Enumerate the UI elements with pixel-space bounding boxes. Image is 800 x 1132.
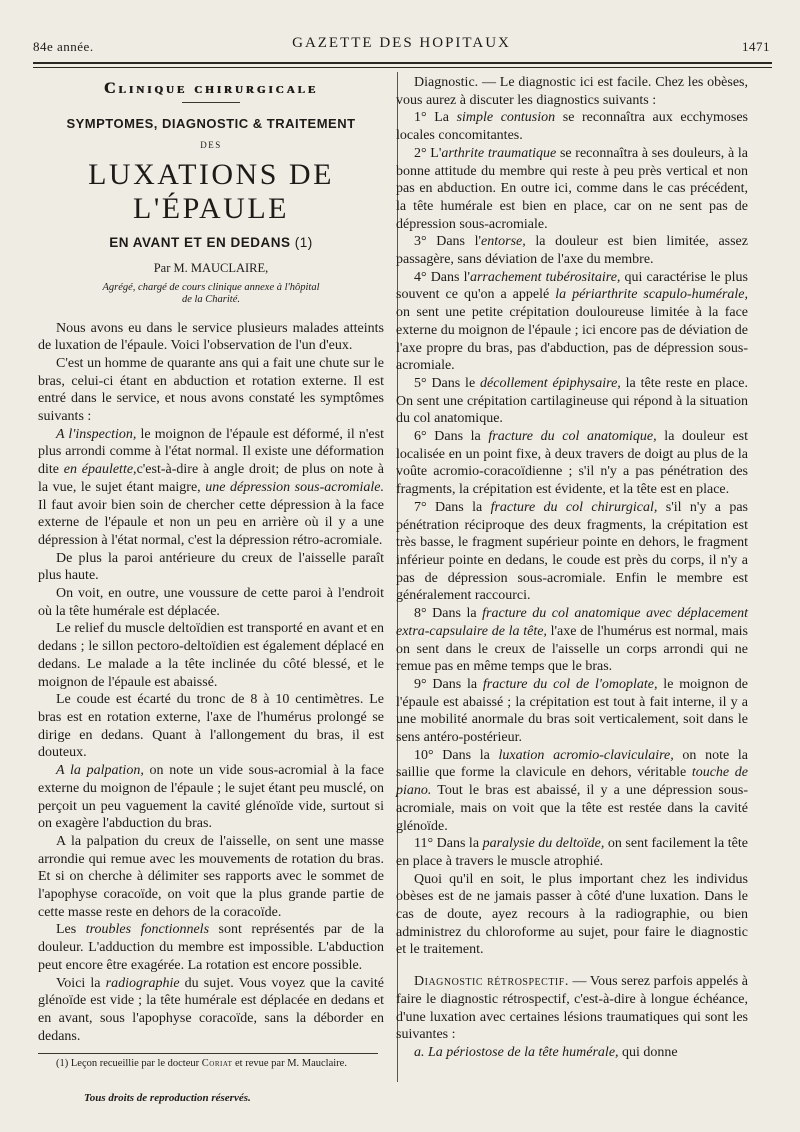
diagnosis-item: 3° Dans l'entorse, la douleur est bien limitée, assez passagère, sans déviation de l'axe du membre. — [396, 234, 748, 268]
running-header — [33, 35, 770, 57]
diagnosis-item: 5° Dans le décollement épiphysaire, la tête reste en place. On sent une crépitation cartilagineuse qui répond à la situation du col anatomique. — [396, 375, 748, 427]
diagnosis-item: 7° Dans la fracture du col chirurgical, s'il n'y a pas pénétration réciproque des deux fragments, la crépitation est très basse, le fragment supérieur pointe en dehors, le fragment inférieur pointe en dedans, le coude est près du corps, il n'y a pas de dépression sous-acromiale. Enfin le membre est généralement raccourci. — [396, 499, 748, 604]
paragraph: Diagnostic. — Le diagnostic ici est facile. Chez les obèses, vous aurez à discuter les diagnostics suivants : — [396, 75, 748, 108]
diagnosis-item: 11° Dans la paralysie du deltoïde, on sent facilement la tête en place à travers le muscle atrophié. — [396, 836, 748, 869]
issue-number: 84e année. — [33, 39, 94, 54]
diagnosis-item: 6° Dans la fracture du col anatomique, la douleur est localisée en un point fixe, à deux travers de doigt au plus de la voûte acromio-coracoïdienne ; s'il n'y a pas pénétration des fragments, la crépitation est évidente, et la tête est en place. — [396, 429, 749, 498]
paragraph: A l'inspection, le moignon de l'épaule est déformé, il n'est plus arrondi comme à l'état normal. Il existe une déformation dite en épaulette,c'est-à-dire à angle droit; de plus on note à la vue, le sujet étant maigre, une dépression sous-acromiale. Il faut avoir bien soin de chercher cette dépression à la face externe de l'épaule et non un peu en arrière où il y a une dépression à l'état normal, c'est la dépression rétro-acromiale. — [38, 426, 384, 548]
header-rule-thin — [33, 67, 772, 68]
paragraph: Les troubles fonctionnels sont représentés par de la douleur. L'adduction du membre est impossible. L'abduction peut encore être exagérée. La rotation est encore possible. — [38, 922, 385, 973]
paragraph: a. La périostose de la tête humérale, qui donne — [414, 1044, 678, 1060]
paragraph: C'est un homme de quarante ans qui a fait une chute sur le bras, celui-ci étant en abduction et rotation externe. Il est entré dans le service, et nous avons constaté les symptômes suivants : — [38, 355, 384, 425]
paragraph: Le coude est écarté du tronc de 8 à 10 centimètres. Le bras est en rotation externe, l'axe de l'humérus prolongé se dirige en dedans. Quant à l'allongement du bras, il est douteux. — [38, 692, 384, 761]
paragraph: Nous avons eu dans le service plusieurs malades atteints de luxation de l'épaule. Voici l'observation de l'un d'eux. — [38, 320, 384, 354]
footnote-ref: (1) — [294, 235, 313, 251]
paragraph: Quoi qu'il en soit, le plus important chez les individus obèses est de ne jamais passer à côté d'une luxation. Dans le cas de doute, ayez recours à la radiographie, ou bien administrez du chloroforme au sujet, pour faire le diagnostic et le traitement. — [396, 871, 748, 958]
header-rule-thick — [33, 62, 772, 64]
footnote: (1) Leçon recueillie par le docteur Coriat et revue par M. Mauclaire. — [56, 1058, 347, 1070]
diagnosis-item: 8° Dans la fracture du col anatomique avec déplacement extra-capsulaire de la tête, l'axe de l'humérus est normal, mais on sent dans le creux de l'aisselle un corps arrondi qui ne remue pas en même temps que le bras. — [396, 606, 748, 675]
heading-rule — [182, 102, 240, 103]
diagnosis-item: 10° Dans la luxation acromio-claviculaire, on note la saillie que forme la clavicule en dehors, véritable touche de piano. Tout le bras est abaissé, il y a une dépression sous-acromiale, mais on voit que la tête est restée dans la cavité glénoïde. — [396, 747, 748, 834]
article-title: LUXATIONS DE L'ÉPAULE — [88, 158, 334, 226]
paragraph: Diagnostic rétrospectif. — Vous serez parfois appelés à faire le diagnostic rétrospectif, c'est-à-dire à longue échéance, d'une luxation avec certaines lésions traumatiques qui sont les suivantes : — [396, 974, 748, 1043]
article-author: Par M. MAUCLAIRE, — [153, 260, 269, 275]
paragraph: Le relief du muscle deltoïdien est transporté en avant et en dedans ; le sillon pectoro-deltoïdien est également déplacé en dedans. Le malade a la tête inclinée du côté blessé, et le moignon de l'épaule est abaissé. — [38, 621, 384, 690]
left-column — [38, 74, 384, 1070]
right-column — [396, 74, 748, 1062]
article-subtitle-2: EN AVANT ET EN DEDANS (1) — [109, 235, 313, 251]
footnote-rule — [38, 1053, 378, 1054]
paragraph: A la palpation, on note un vide sous-acromial à la face externe du moignon de l'épaule ; le sujet étant peu musclé, on perçoit un peu vaguement la cavité glénoïde vide, surtout si on exagère l'abduction du bras. — [38, 763, 385, 832]
article-connector: DES — [200, 140, 222, 151]
page-number: 1471 — [742, 39, 770, 54]
copyright-notice: Tous droits de reproduction réservés. — [84, 1092, 251, 1104]
author-affiliation: Agrégé, chargé de cours clinique annexe à l'hôpital de la Charité. — [102, 281, 320, 305]
article-subtitle: SYMPTOMES, DIAGNOSTIC & TRAITEMENT — [66, 115, 356, 131]
paragraph: A la palpation du creux de l'aisselle, on sent une masse arrondie qui remue avec les mouvements de rotation du bras. Et si on cherche à délimiter ses rapports avec le sommet de l'apophyse coracoïde, on voit que la plus grande partie de cette masse reste en dehors de la coracoïde. — [38, 833, 384, 920]
diagnosis-item: 4° Dans l'arrachement tubérositaire, qui caractérise le plus souvent ce qu'on a appelé la périarthrite scapulo-humérale, on sent une petite crépitation douloureuse limitée à la face externe du moignon de l'épaule ; ici encore pas de déviation de l'axe propre du bras, pas d'abduction, pas de dépression sous-acromiale. — [396, 269, 749, 374]
publication-title: GAZETTE DES HOPITAUX — [292, 35, 511, 51]
paragraph: On voit, en outre, une voussure de cette paroi à l'endroit où la tête humérale est déplacée. — [38, 586, 384, 619]
diagnosis-item: 1° La simple contusion se reconnaîtra aux ecchymoses locales concomitantes. — [396, 110, 748, 144]
paragraph: De plus la paroi antérieure du creux de l'aisselle paraît plus haute. — [38, 550, 384, 584]
diagnosis-item: 9° Dans la fracture du col de l'omoplate, le moignon de l'épaule est abaissé ; la crépitation est tout à fait interne, il y a une mobilité anormale du bras soit verticalement, soit dans le sens antéro-postérieur. — [396, 676, 749, 746]
section-heading: Clinique chirurgicale — [103, 80, 319, 97]
diagnosis-item: 2° L'arthrite traumatique se reconnaîtra à ses douleurs, à la bonne attitude du membre qui reste à peu près vertical et non pas en abduction. En outre ici, comme dans le cas précédent, la tête humérale est bien en place, car on ne sent pas de dépression sous-acromiale. — [396, 145, 748, 232]
paragraph: Voici la radiographie du sujet. Vous voyez que la cavité glénoïde est vide ; la tête humérale est déplacée en dedans et en avant, sous l'apophyse coracoïde, sans la déborder en dedans. — [38, 975, 385, 1044]
